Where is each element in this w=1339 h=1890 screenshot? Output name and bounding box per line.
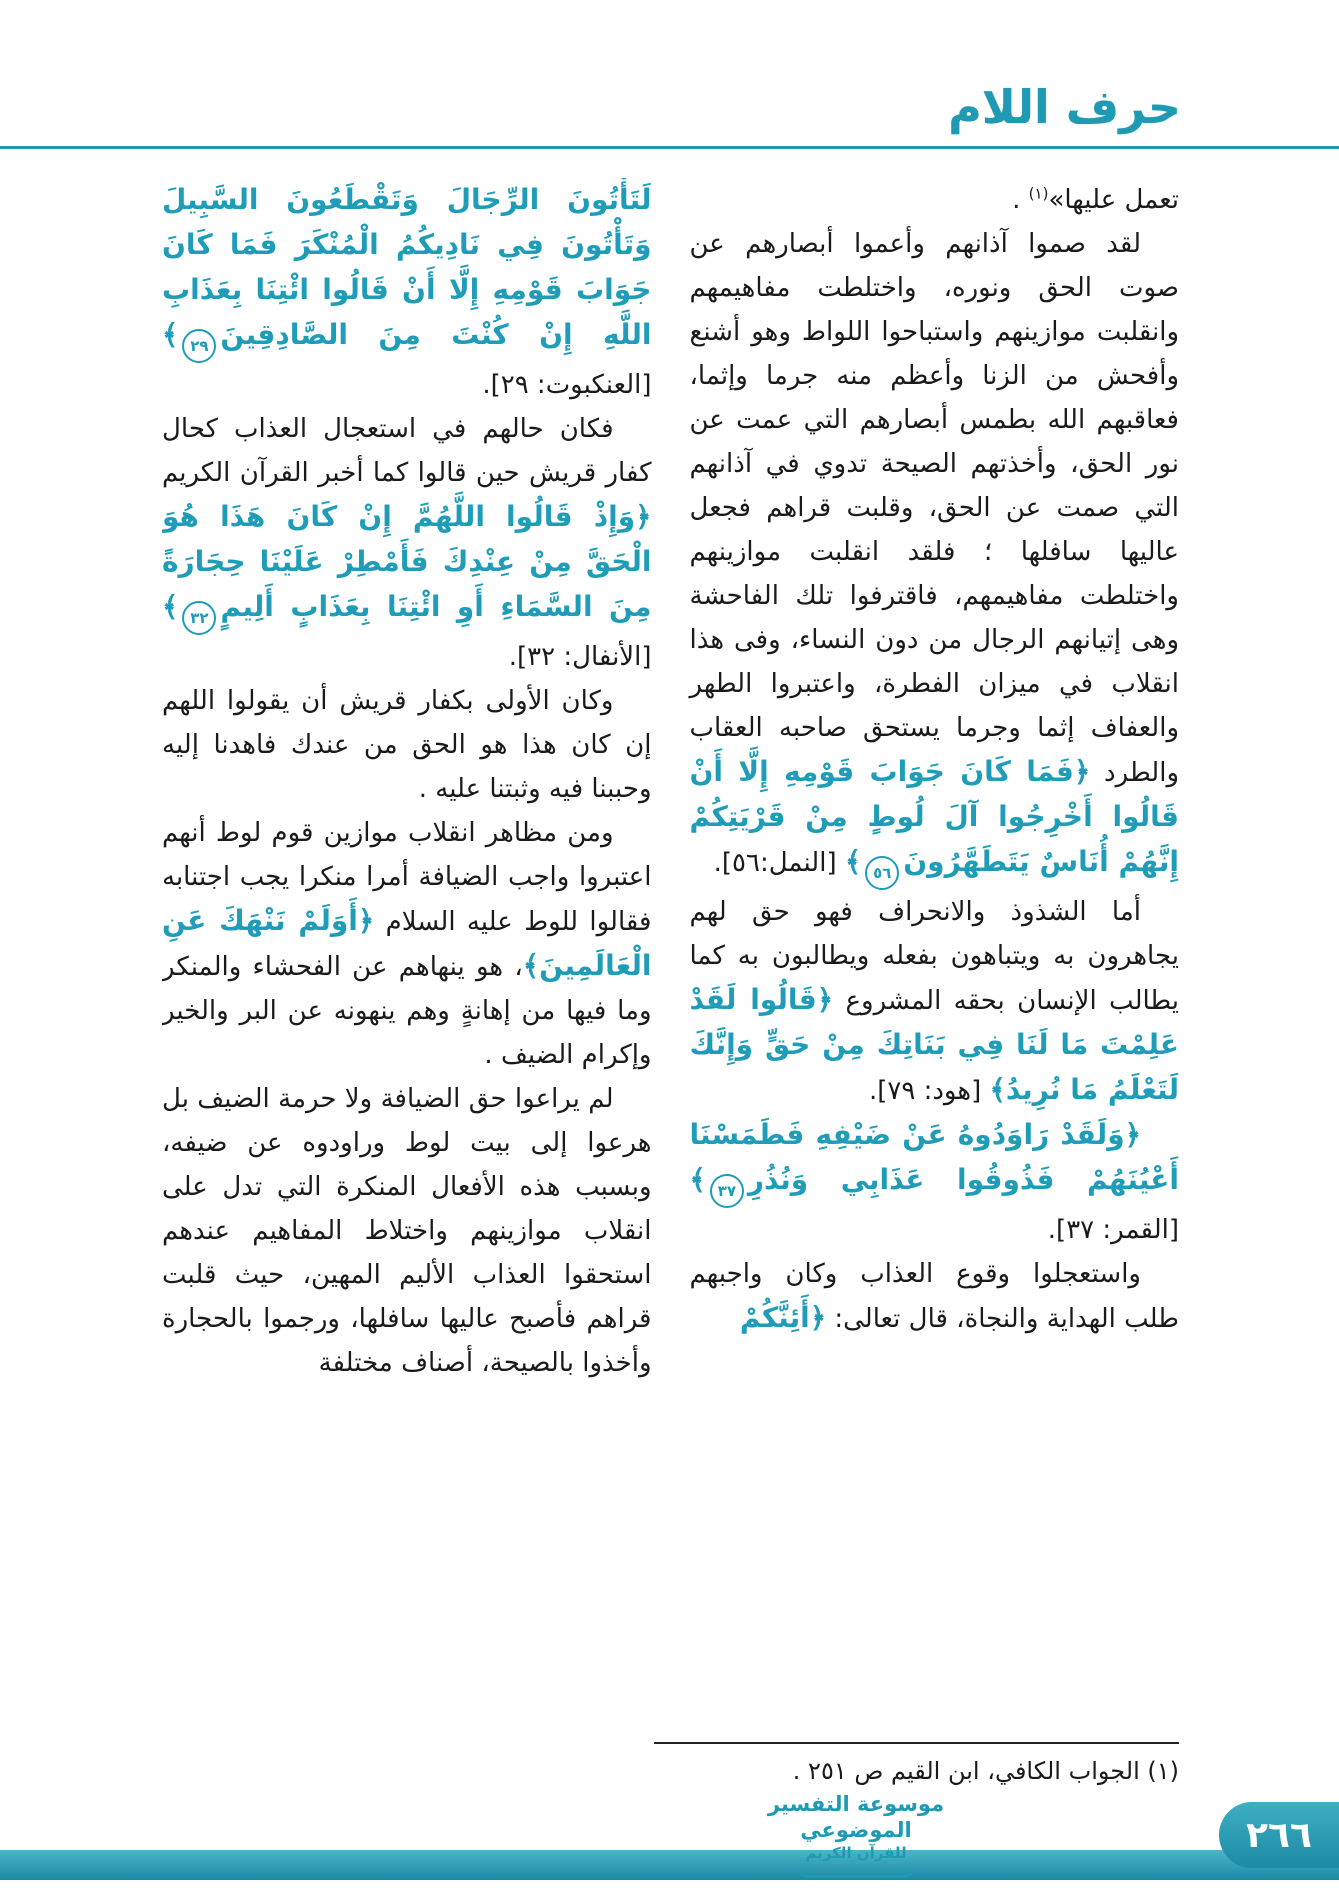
paragraph xyxy=(162,178,652,407)
emblem-title: موسوعة التفسير الموضوعي xyxy=(767,1792,945,1842)
footnote: (١) الجواب الكافي، ابن القيم ص ٢٥١ . xyxy=(792,1757,1179,1785)
body-text: لم يراعوا حق الضيافة ولا حرمة الضيف بل هرعوا إلى بيت لوط وراودوه عن ضيفه، وبسبب هذه الأفعال المنكرة التي تدل على انقلاب موازينهم واختلاط المفاهيم عندهم استحقوا العذاب الأليم المهين، حيث قلبت قراهم فأصبح عاليها سافلها، ورجموا بالحجارة وأخذوا بالصيحة، أصناف مختلفة xyxy=(162,1084,652,1378)
verse-reference: [العنكبوت: ٢٩]. xyxy=(482,370,652,400)
quran-verse: لَتَأْتُونَ الرِّجَالَ وَتَقْطَعُونَ السَّبِيلَ وَتَأْتُونَ فِي نَادِيكُمُ الْمُنْكَرَ فَمَا كَانَ جَوَابَ قَوْمِهِ إِلَّا أَنْ قَالُوا ائْتِنَا بِعَذَابِ اللَّهِ إِنْ كُنْتَ مِنَ الصَّادِقِينَ xyxy=(162,183,652,351)
paragraph xyxy=(690,1113,1180,1252)
quran-verse: ﴾ xyxy=(162,318,179,351)
quran-verse: ﴿أَوَلَمْ نَنْهَكَ عَنِ الْعَالَمِينَ﴾ xyxy=(162,904,652,982)
quran-verse: ﴿قَالُوا لَقَدْ عَلِمْتَ مَا لَنَا فِي بَنَاتِكَ مِنْ حَقٍّ وَإِنَّكَ لَتَعْلَمُ مَا نُرِيدُ﴾ xyxy=(689,983,1179,1106)
chapter-title: حرف اللام xyxy=(948,80,1181,134)
page-number-tab: ٢٦٦ xyxy=(1219,1802,1339,1868)
ayah-number: ٣٢ xyxy=(182,601,216,635)
footnote-marker: (١) xyxy=(1028,184,1049,203)
body-text: ومن مظاهر انقلاب موازين قوم لوط أنهم اعتبروا واجب الضيافة أمرا منكرا يجب اجتنابه فقالوا للوط عليه السلام xyxy=(162,818,652,937)
ayah-number: ٥٦ xyxy=(865,856,899,890)
quran-verse: ﴾ xyxy=(689,1163,706,1196)
emblem-flourish-ornament xyxy=(796,1865,916,1878)
body-text: . xyxy=(1012,185,1029,215)
header-rule xyxy=(0,146,1339,149)
column-right xyxy=(690,178,1180,1734)
verse-reference: [القمر: ٣٧]. xyxy=(1047,1215,1179,1245)
quran-verse: ﴿فَمَا كَانَ جَوَابَ قَوْمِهِ إِلَّا أَنْ قَالُوا أَخْرِجُوا آلَ لُوطٍ مِنْ قَرْيَتِكُمْ إِنَّهُمْ أُنَاسٌ يَتَطَهَّرُونَ xyxy=(689,755,1179,878)
quran-verse: ﴿وَلَقَدْ رَاوَدُوهُ عَنْ ضَيْفِهِ فَطَمَسْنَا أَعْيُنَهُمْ فَذُوقُوا عَذَابِي وَنُذُرِ xyxy=(689,1118,1179,1196)
body-text: أما الشذوذ والانحراف فهو حق لهم يجاهرون به ويتباهون بفعله ويطالبون به كما يطالب الإنسان بحقه المشروع xyxy=(689,897,1179,1016)
verse-reference: [الأنفال: ٣٢]. xyxy=(508,642,652,672)
body-text: وكان الأولى بكفار قريش أن يقولوا اللهم إن كان هذا هو الحق من عندك فاهدنا إليه وحببنا فيه وثبتنا عليه . xyxy=(162,686,652,804)
paragraph xyxy=(690,222,1180,890)
page-content xyxy=(162,178,1179,1734)
paragraph xyxy=(162,811,652,1077)
footnote-area xyxy=(654,1742,1179,1788)
ayah-number: ٢٩ xyxy=(182,329,216,363)
ayah-number: ٣٧ xyxy=(710,1174,744,1208)
paragraph xyxy=(690,178,1180,222)
paragraph xyxy=(690,1252,1180,1341)
verse-reference: [النمل:٥٦]. xyxy=(713,848,845,878)
quran-verse: ﴾ xyxy=(162,590,179,623)
column-left xyxy=(162,178,652,1734)
body-text: لقد صموا آذانهم وأعموا أبصارهم عن صوت الحق ونوره، واختلطت مفاهيمهم وانقلبت موازينهم واستباحوا اللواط وهو أشنع وأفحش من الزنا وأعظم منه جرما وإثما، فعاقبهم الله بطمس أبصارهم التي عمت عن نور الحق، وأخذتهم الصيحة تدوي في آذانهم التي صمت عن الحق، وقلبت قراهم فجعل عاليها سافلها ؛ فلقد انقلبت موازينهم واختلطت مفاهيمهم، فاقترفوا تلك الفاحشة وهى إتيانهم الرجال من دون النساء، وفى هذا انقلاب في ميزان الفطرة، واعتبروا الطهر والعفاف إثما وجرما يستحق صاحبه العقاب والطرد xyxy=(689,229,1179,788)
publisher-emblem xyxy=(751,1791,961,1878)
body-text: ، هو ينهاهم عن الفحشاء والمنكر وما فيها من إهانةٍ وهم ينهونه عن البر والخير وإكرام الضيف . xyxy=(162,952,652,1070)
body-text: واستعجلوا وقوع العذاب وكان واجبهم طلب الهداية والنجاة، قال تعالى: xyxy=(689,1259,1179,1334)
footer-bar xyxy=(0,1850,1339,1880)
body-text: تعمل عليها» xyxy=(1048,185,1179,215)
paragraph xyxy=(162,679,652,811)
body-text: فكان حالهم في استعجال العذاب كحال كفار قريش حين قالوا كما أخبر القرآن الكريم xyxy=(162,414,652,488)
verse-reference: [هود: ٧٩]. xyxy=(868,1076,990,1106)
paragraph xyxy=(690,890,1180,1113)
quran-verse: ﴿أَئِنَّكُمْ xyxy=(739,1301,827,1334)
emblem-subtitle: للقرآن الكريم xyxy=(805,1844,907,1862)
paragraph xyxy=(162,407,652,679)
quran-verse: ﴿وَإِذْ قَالُوا اللَّهُمَّ إِنْ كَانَ هَذَا هُوَ الْحَقَّ مِنْ عِنْدِكَ فَأَمْطِرْ عَلَيْنَا حِجَارَةً مِنَ السَّمَاءِ أَوِ ائْتِنَا بِعَذَابٍ أَلِيمٍ xyxy=(162,500,652,623)
quran-verse: ﴾ xyxy=(844,845,862,878)
paragraph xyxy=(162,1077,652,1385)
